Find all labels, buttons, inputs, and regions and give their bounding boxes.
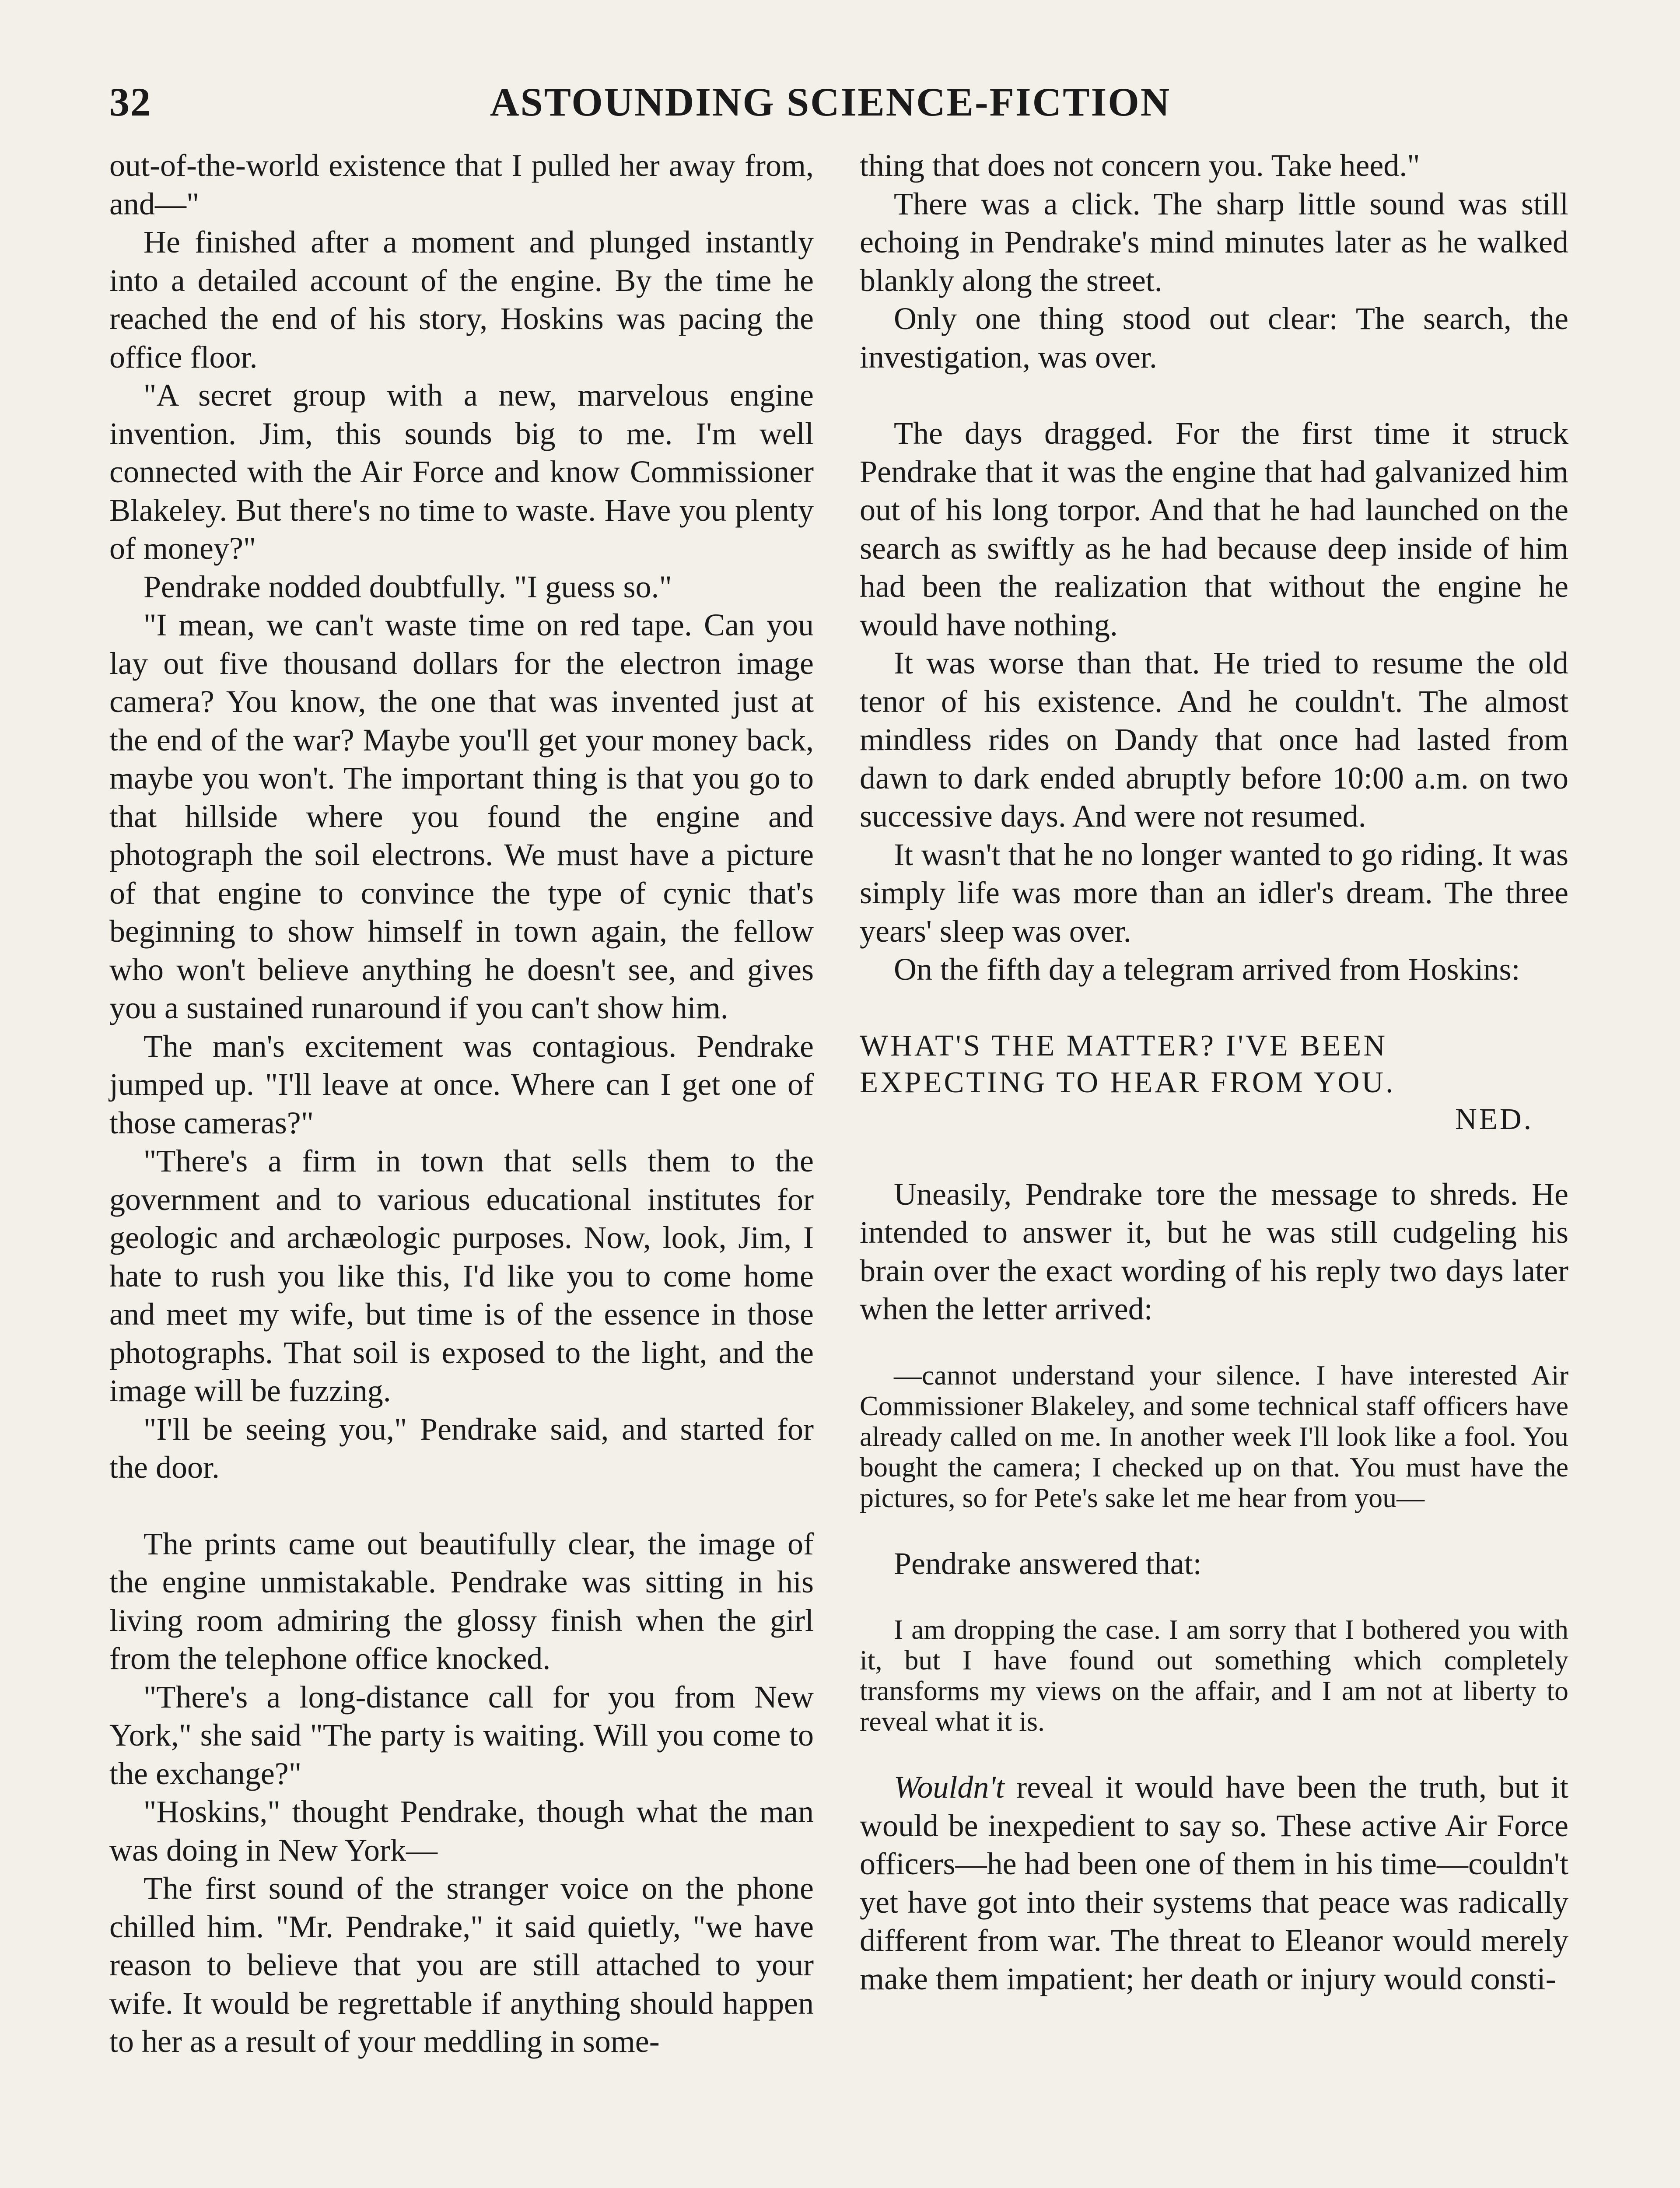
paragraph: "I'll be seeing you," Pendrake said, and started for the door. xyxy=(109,1411,814,1485)
spacer xyxy=(860,1583,1568,1614)
spacer xyxy=(860,1513,1568,1545)
page-header xyxy=(109,79,1378,136)
page-number: 32 xyxy=(109,80,151,124)
paragraph: "I mean, we can't waste time on red tape. Can you lay out five thousand dollars for the electron image camera? You know, the one that was invented just at the end of the war? Maybe you'll get your money back, maybe you won't. The important thing is that you go to that hillside where you found the engine and photograph the soil electrons. We must have a picture of that engine to convince the type of cynic that's beginning to show himself in town again, the fellow who won't believe anything he doesn't see, and gives you a sustained runaround if you can't show him. xyxy=(109,607,814,1025)
paragraph: "Hoskins," thought Pendrake, though what the man was doing in New York— xyxy=(109,1794,814,1868)
section-break xyxy=(860,376,1568,414)
paragraph: out-of-the-world existence that I pulled her away from, and—" xyxy=(109,148,814,221)
paragraph: "There's a firm in town that sells them to the government and to various educational institutes for geologic and archæologic purposes. Now, look, Jim, I hate to rush you like this, I'd like you to come home and meet my wife, but time is of the essence in those photographs. That soil is exposed to the light, and the image will be fuzzing. xyxy=(109,1143,814,1408)
paragraph: He finished after a moment and plunged instantly into a detailed account of the engine. By the time he reached the end of his story, Hoskins was pacing the office floor. xyxy=(109,224,814,375)
telegram-signature: NED. xyxy=(1455,1102,1533,1136)
spacer xyxy=(860,1737,1568,1768)
spacer xyxy=(860,989,1568,1027)
paragraph: It wasn't that he no longer wanted to go riding. It was simply life was more than an idler's dream. The three years' sleep was over. xyxy=(860,837,1568,949)
telegram-body: WHAT'S THE MATTER? I'VE BEEN EXPECTING TO HEAR FROM YOU. xyxy=(860,1028,1396,1099)
magazine-title: ASTOUNDING SCIENCE-FICTION xyxy=(490,80,1171,124)
paragraph: The prints came out beautifully clear, the image of the engine unmistakable. Pendrake was sitting in his living room admiring the glossy finish when the girl from the telephone office knocked. xyxy=(109,1526,814,1676)
paragraph xyxy=(860,1768,1568,1998)
paragraph: Only one thing stood out clear: The search, the investigation, was over. xyxy=(860,301,1568,375)
paragraph: Pendrake answered that: xyxy=(894,1546,1202,1581)
emphasis: Wouldn't xyxy=(894,1770,1004,1805)
paragraph: The first sound of the stranger voice on the phone chilled him. "Mr. Pendrake," it said quietly, "we have reason to believe that you are still attached to your wife. It would be regrettable if anything should happen to her as a result of your meddling in some- xyxy=(109,1871,814,2059)
section-break xyxy=(109,1487,814,1525)
paragraph: thing that does not concern you. Take heed." xyxy=(860,148,1420,183)
letter-text: —cannot understand your silence. I have interested Air Commissioner Blakeley, and some technical staff officers have already called on me. In another week I'll look like a fool. You bought the camera; I checked up on that. You must have the pictures, so for Pete's sake let me hear from you— xyxy=(860,1359,1568,1513)
paragraph: "There's a long-distance call for you from New York," she said "The party is waiting. Will you come to the exchange?" xyxy=(109,1679,814,1791)
paragraph: On the fifth day a telegram arrived from Hoskins: xyxy=(894,952,1520,987)
spacer xyxy=(860,1329,1568,1360)
paragraph: It was worse than that. He tried to resume the old tenor of his existence. And he couldn't. The almost mindless rides on Dandy that once had lasted from dawn to dark ended abruptly before 10:00 a.m. on two successive days. And were not resumed. xyxy=(860,645,1568,834)
spacer xyxy=(860,1137,1568,1175)
paragraph: Uneasily, Pendrake tore the message to shreds. He intended to answer it, but he was still cudgeling his brain over the exact wording of his reply two days later when the letter arrived: xyxy=(860,1176,1568,1326)
telegram xyxy=(860,1027,1568,1137)
paragraph-rest: reveal it would have been the truth, but it would be inexpedient to say so. These active Air Force officers—he had been one of them in his time—couldn't yet have got into their systems that peace was radically different from war. The threat to Eleanor would merely make them impatient; her death or injury would consti- xyxy=(860,1770,1568,1996)
paragraph: Pendrake nodded doubtfully. "I guess so." xyxy=(144,569,672,604)
paragraph: "A secret group with a new, marvelous engine invention. Jim, this sounds big to me. I'm well connected with the Air Force and know Commissioner Blakeley. But there's no time to waste. Have you plenty of money?" xyxy=(109,378,814,566)
paragraph: The days dragged. For the first time it struck Pendrake that it was the engine that had galvanized him out of his long torpor. And that he had launched on the search as swiftly as he had because deep inside of him had been the realization that without the engine he would have nothing. xyxy=(860,416,1568,642)
right-column xyxy=(860,147,1568,1998)
reply-text: I am dropping the case. I am sorry that I bothered you with it, but I have found out something which completely transforms my views on the affair, and I am not at liberty to reveal what it is. xyxy=(860,1614,1568,1737)
paragraph: There was a click. The sharp little sound was still echoing in Pendrake's mind minutes later as he walked blankly along the street. xyxy=(860,186,1568,298)
paragraph: The man's excitement was contagious. Pendrake jumped up. "I'll leave at once. Where can I get one of those cameras?" xyxy=(109,1028,814,1140)
left-column xyxy=(109,147,814,2061)
